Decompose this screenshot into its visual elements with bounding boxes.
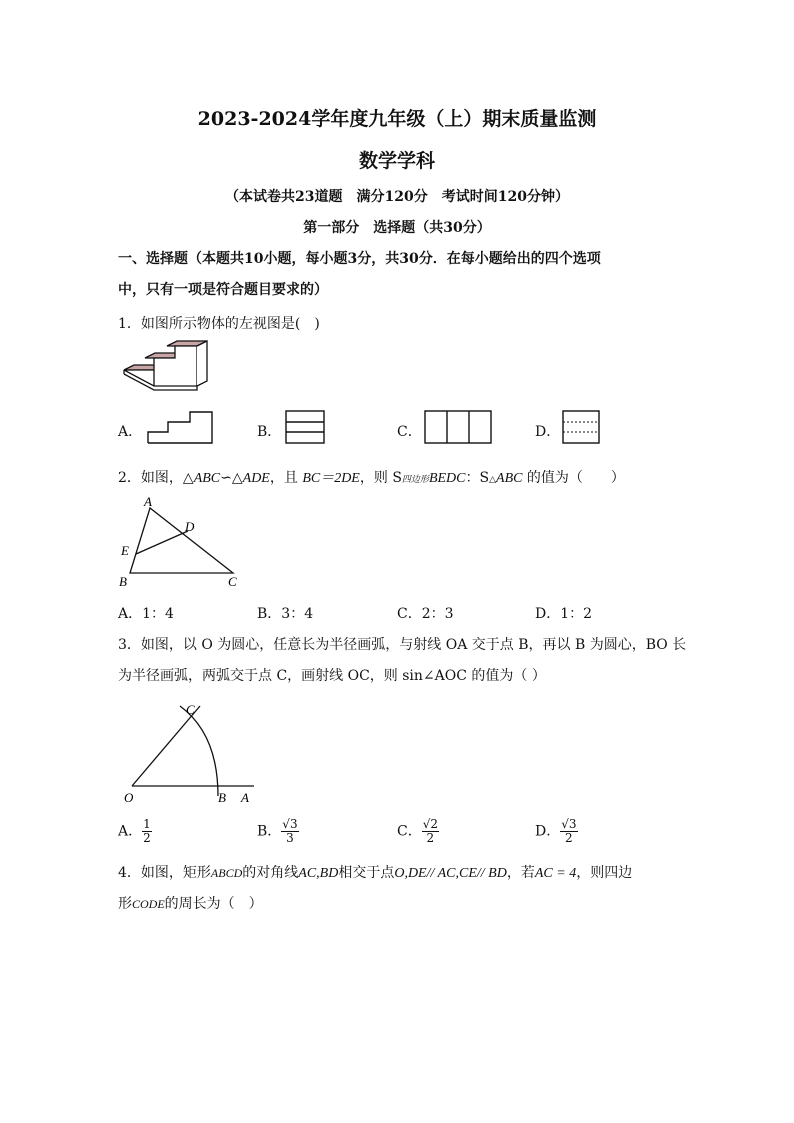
q3-construction-figure xyxy=(118,696,268,808)
q1-option-a-label[interactable]: A． xyxy=(118,424,143,440)
q3-stem-line2: 为半径画弧，两弧交于点 C，画射线 OC，则 sin∠AOC 的值为（ ） xyxy=(118,668,546,684)
q2-option-d[interactable]: D．1：2 xyxy=(535,606,593,622)
q1-stair-figure xyxy=(122,338,212,394)
q2-label-b: B xyxy=(119,574,127,589)
q3-label-o: O xyxy=(124,790,134,805)
q3-ray-oc xyxy=(132,706,200,786)
part-heading: 第一部分 选择题（共30分） xyxy=(303,220,491,236)
q3-option-a[interactable]: A． $\frac{1}{2}$ xyxy=(118,817,151,845)
q4-stem-line2: 形CODE的周长为（ ） xyxy=(118,896,263,912)
section-instruction-line2: 中，只有一项是符合题目要求的） xyxy=(118,282,328,298)
q1-option-d-figure[interactable] xyxy=(562,410,600,444)
exam-info: （本试卷共23道题 满分120分 考试时间120分钟） xyxy=(225,189,569,205)
exam-title: 2023-2024学年度九年级（上）期末质量监测 xyxy=(197,108,597,130)
q1-option-b-figure[interactable] xyxy=(285,410,325,444)
q3-label-a: A xyxy=(241,790,249,805)
q3-stem-line1: 3．如图，以 O 为圆心，任意长为半径画弧，与射线 OA 交于点 B，再以 B 为圆心，BO 长 xyxy=(118,637,687,653)
q1-stem: 1．如图所示物体的左视图是( ) xyxy=(118,316,320,332)
q2-stem: 2．如图，△ABC∽△ADE，且 BC＝2DE，则 S四边形BEDC：S△ABC 的值为（ ） xyxy=(118,470,625,486)
q2-option-a[interactable]: A．1：4 xyxy=(118,606,174,622)
q1-option-c-label[interactable]: C． xyxy=(397,424,422,440)
q3-arc xyxy=(180,706,218,796)
q2-label-d: D xyxy=(185,519,195,534)
q3-option-d[interactable]: D． $\frac{√3}{2}$ xyxy=(535,817,577,845)
q1-option-b-label[interactable]: B． xyxy=(257,424,282,440)
q3-label-c: C xyxy=(186,702,195,717)
q2-label-e: E xyxy=(121,543,129,558)
subject-title: 数学学科 xyxy=(358,150,435,172)
q2-triangle-figure xyxy=(116,494,246,590)
q2-label-a: A xyxy=(144,494,152,509)
q1-option-d-label[interactable]: D． xyxy=(535,424,561,440)
q2-option-b[interactable]: B．3：4 xyxy=(257,606,314,622)
q1-side-outline xyxy=(197,341,207,386)
q3-option-c[interactable]: C． $\frac{√2}{2}$ xyxy=(397,817,438,845)
section-instruction-line1: 一、选择题（本题共10小题，每小题3分，共30分．在每小题给出的四个选项 xyxy=(118,251,601,267)
q1-option-a-figure[interactable] xyxy=(147,410,213,444)
q4-stem-line1: 4．如图，矩形ABCD的对角线AC,BD相交于点O,DE// AC,CE// BD，若AC = 4，则四边 xyxy=(118,865,633,881)
q3-label-b: B xyxy=(218,790,226,805)
q3-option-b[interactable]: B． $\frac{√3}{3}$ xyxy=(257,817,298,845)
q2-label-c: C xyxy=(228,574,237,589)
q2-option-c[interactable]: C．2：3 xyxy=(397,606,454,622)
q1-option-c-figure[interactable] xyxy=(424,410,492,444)
